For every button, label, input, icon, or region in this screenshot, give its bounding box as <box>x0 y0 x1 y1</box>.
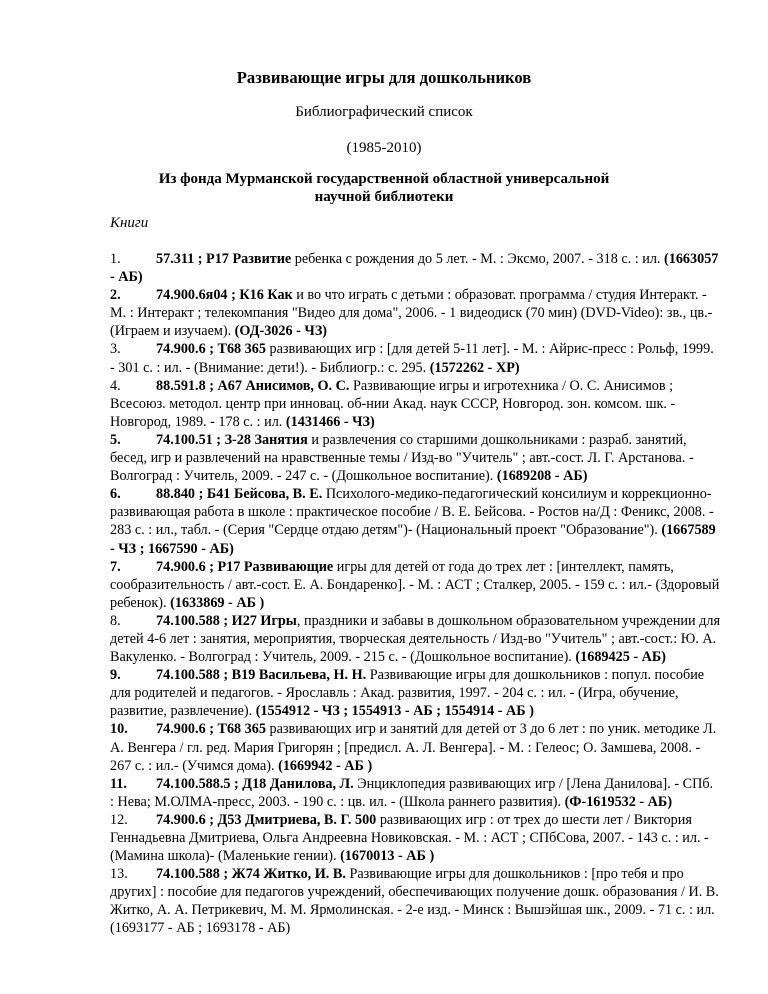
bibliography-entry <box>110 250 720 286</box>
entry-number: 4. <box>110 377 121 394</box>
entry-number: 6. <box>110 486 121 503</box>
entry-location-code: (1689425 - АБ) <box>575 649 666 666</box>
entry-location-code: (1554912 - ЧЗ ; 1554913 - АБ ; 1554914 - АБ ) <box>255 703 534 720</box>
bibliography-entry <box>110 340 720 376</box>
entry-description: Психолого-медико-педагогический консилиум и коррекционно-развивающая работа в школе : практическое пособие / В. Е. Бейсова. - Ростов на/Д : Феникс, 2008. - 283 с. : ил., табл. - (Серия "Сердце отдаю детям")- (Национальный проект "Образование"). <box>110 486 714 539</box>
entry-description: Развивающие игры и игротехника / О. С. Анисимов ; Всесоюз. методол. центр при инновац. об-нии Акад. наук СССР, Новгород. зон. комсом. шк. - Новгород, 1989. - 178 с. : ил. <box>110 377 676 430</box>
fund-statement: Из фонда Мурманской государственной областной универсальной научной библиотеки <box>158 171 610 205</box>
entry-location-code: (1667589 - ЧЗ ; 1667590 - АБ) <box>110 522 716 557</box>
entry-description: Развивающие игры для дошкольников : [про тебя и про других] : пособие для педагогов учреждений, обеспечивающих получение дошк. образования / И. В. Житко, А. А. Петрикевич, М. М. Ярмолинская. - 2-е изд. - Минск : Вышэйшая шк., 2009. - 71 с. : ил. <box>110 866 719 919</box>
bibliography-entry <box>110 666 720 720</box>
entry-description: , праздники и забавы в дошкольном образовательном учреждении для детей 4-6 лет : занятия, мероприятия, творческая деятельность / Изд-во "Учитель" ; авт.-сост.: Ю. А. Вакуленко. - Волгоград : Учитель, 2009. - 215 с. - (Дошкольное воспитание). <box>110 612 720 666</box>
entry-heading: 74.100.588 ; В19 Васильева, Н. Н. <box>156 667 367 684</box>
entry-location-code: (ОД-3026 - ЧЗ) <box>234 323 328 340</box>
entry-number: 7. <box>110 558 121 575</box>
entry-number: 11. <box>110 775 127 792</box>
entry-description: и во что играть с детьми : образоват. программа / студия Интеракт. - М. : Интеракт ; телекомпания "Видео для дома", 2006. - 1 видеодиск (70 мин) (DVD-Video): зв., цв.- (Играем и изучаем). <box>110 287 713 340</box>
entry-number: 8. <box>110 612 121 629</box>
entry-heading: 88.591.8 ; А67 Анисимов, О. С. <box>156 377 350 394</box>
entry-heading: 88.840 ; Б41 Бейсова, В. Е. <box>156 486 323 503</box>
document-subtitle: Библиографический список <box>295 104 473 120</box>
bibliography-entry <box>110 720 720 774</box>
entry-heading: 74.100.588 ; Ж74 Житко, И. В. <box>156 866 346 883</box>
entry-heading: 74.900.6я04 ; К16 Как <box>156 287 293 304</box>
document-title: Развивающие игры для дошкольников <box>236 68 532 87</box>
bibliography-entry <box>110 775 720 811</box>
entry-description: Развивающие игры для дошкольников : попул. пособие для родителей и педагогов. - Ярославль : Акад. развития, 1997. - 204 с. : ил. - (Игра, обучение, развитие, развлечение). <box>110 667 705 720</box>
section-heading: Книги <box>110 215 149 231</box>
entry-number: 3. <box>110 341 121 358</box>
entry-heading: 74.900.6 ; Д53 Дмитриева, В. Г. 500 <box>156 811 377 828</box>
bibliography-entry <box>110 612 720 666</box>
entry-heading: 74.100.588.5 ; Д18 Данилова, Л. <box>156 775 354 792</box>
bibliography-entry <box>110 431 720 485</box>
entry-description: и развлечения со старшими дошкольниками : разраб. занятий, бесед, игр и развлечений на нравственные темы / Изд-во "Учитель" ; авт.-сост. Л. Г. Арстанова. - Волгоград : Учитель, 2009. - 247 с. - (Дошкольное воспитание). <box>110 431 694 485</box>
entry-location-code: (1693177 - АБ ; 1693178 - АБ) <box>110 920 291 937</box>
entry-number: 9. <box>110 667 121 684</box>
bibliography-entry <box>110 865 720 937</box>
bibliography-entry <box>110 558 720 612</box>
entry-number: 12. <box>110 811 128 828</box>
entry-location-code: (1669942 - АБ ) <box>278 757 373 774</box>
entry-number: 2. <box>110 287 121 304</box>
entry-location-code: (1431466 - ЧЗ) <box>285 413 375 430</box>
entry-description: ребенка с рождения до 5 лет. - М. : Эксмо, 2007. - 318 с. : ил. <box>291 251 664 267</box>
document-years: (1985-2010) <box>346 140 422 156</box>
bibliography-entry <box>110 286 720 340</box>
bibliography-entry <box>110 811 720 865</box>
entry-heading: 74.100.588 ; И27 Игры <box>156 612 297 629</box>
bibliography-entry <box>110 377 720 431</box>
entry-location-code: (1689208 - АБ) <box>496 468 588 485</box>
entry-heading: 74.900.6 ; Т68 365 <box>156 721 266 738</box>
entry-number: 10. <box>110 721 128 738</box>
entry-location-code: (1633869 - АБ ) <box>170 594 265 611</box>
entry-location-code: (1670013 - АБ ) <box>340 848 435 865</box>
entry-heading: 74.100.51 ; З-28 Занятия <box>156 431 308 448</box>
bibliography-list <box>110 250 720 938</box>
entry-number: 5. <box>110 431 121 448</box>
entry-description: развивающих игр : от трех до шести лет / Виктория Геннадьевна Дмитриева, Ольга Андреевна Новиковская. - М. : АСТ ; СПбСова, 2007. - 143 с. : ил. - (Мамина школа)- (Маленькие гении). <box>110 811 709 865</box>
entry-heading: 57.311 ; Р17 Развитие <box>156 251 292 267</box>
entry-description: развивающих игр и занятий для детей от 3 до 6 лет : по уник. методике Л. А. Венгера / гл. ред. Мария Григорян ; [предисл. А. Л. Венгера]. - М. : Гелеос; О. Замшева, 2008. - 267 с. : ил.- (Учимся дома). <box>110 721 717 774</box>
entry-description: развивающих игр : [для детей 5-11 лет]. - М. : Айрис-пресс : Рольф, 1999. - 301 с. : ил. - (Внимание: дети!). - Библиогр.: с. 295. <box>110 341 714 376</box>
entry-location-code: (1572262 - ХР) <box>429 359 520 376</box>
bibliography-entry <box>110 485 720 557</box>
entry-description: игры для детей от года до трех лет : [интеллект, память, сообразительность / авт.-сост. Е. А. Бондаренко]. - М. : АСТ ; Сталкер, 2005. - 159 с. : ил.- (Здоровый ребенок). <box>110 558 720 611</box>
entry-location-code: (1663057 - АБ) <box>110 251 719 286</box>
entry-location-code: (Ф-1619532 - АБ) <box>564 793 673 810</box>
entry-heading: 74.900.6 ; Т68 365 <box>156 341 266 358</box>
entry-description: Энциклопедия развивающих игр / [Лена Данилова]. - СПб. : Нева; М.ОЛМА-пресс, 2003. - 190 с. : цв. ил. - (Школа раннего развития). <box>110 775 714 810</box>
entry-number: 13. <box>110 866 128 883</box>
entry-number: 1. <box>110 251 121 267</box>
entry-heading: 74.900.6 ; Р17 Развивающие <box>156 558 334 575</box>
